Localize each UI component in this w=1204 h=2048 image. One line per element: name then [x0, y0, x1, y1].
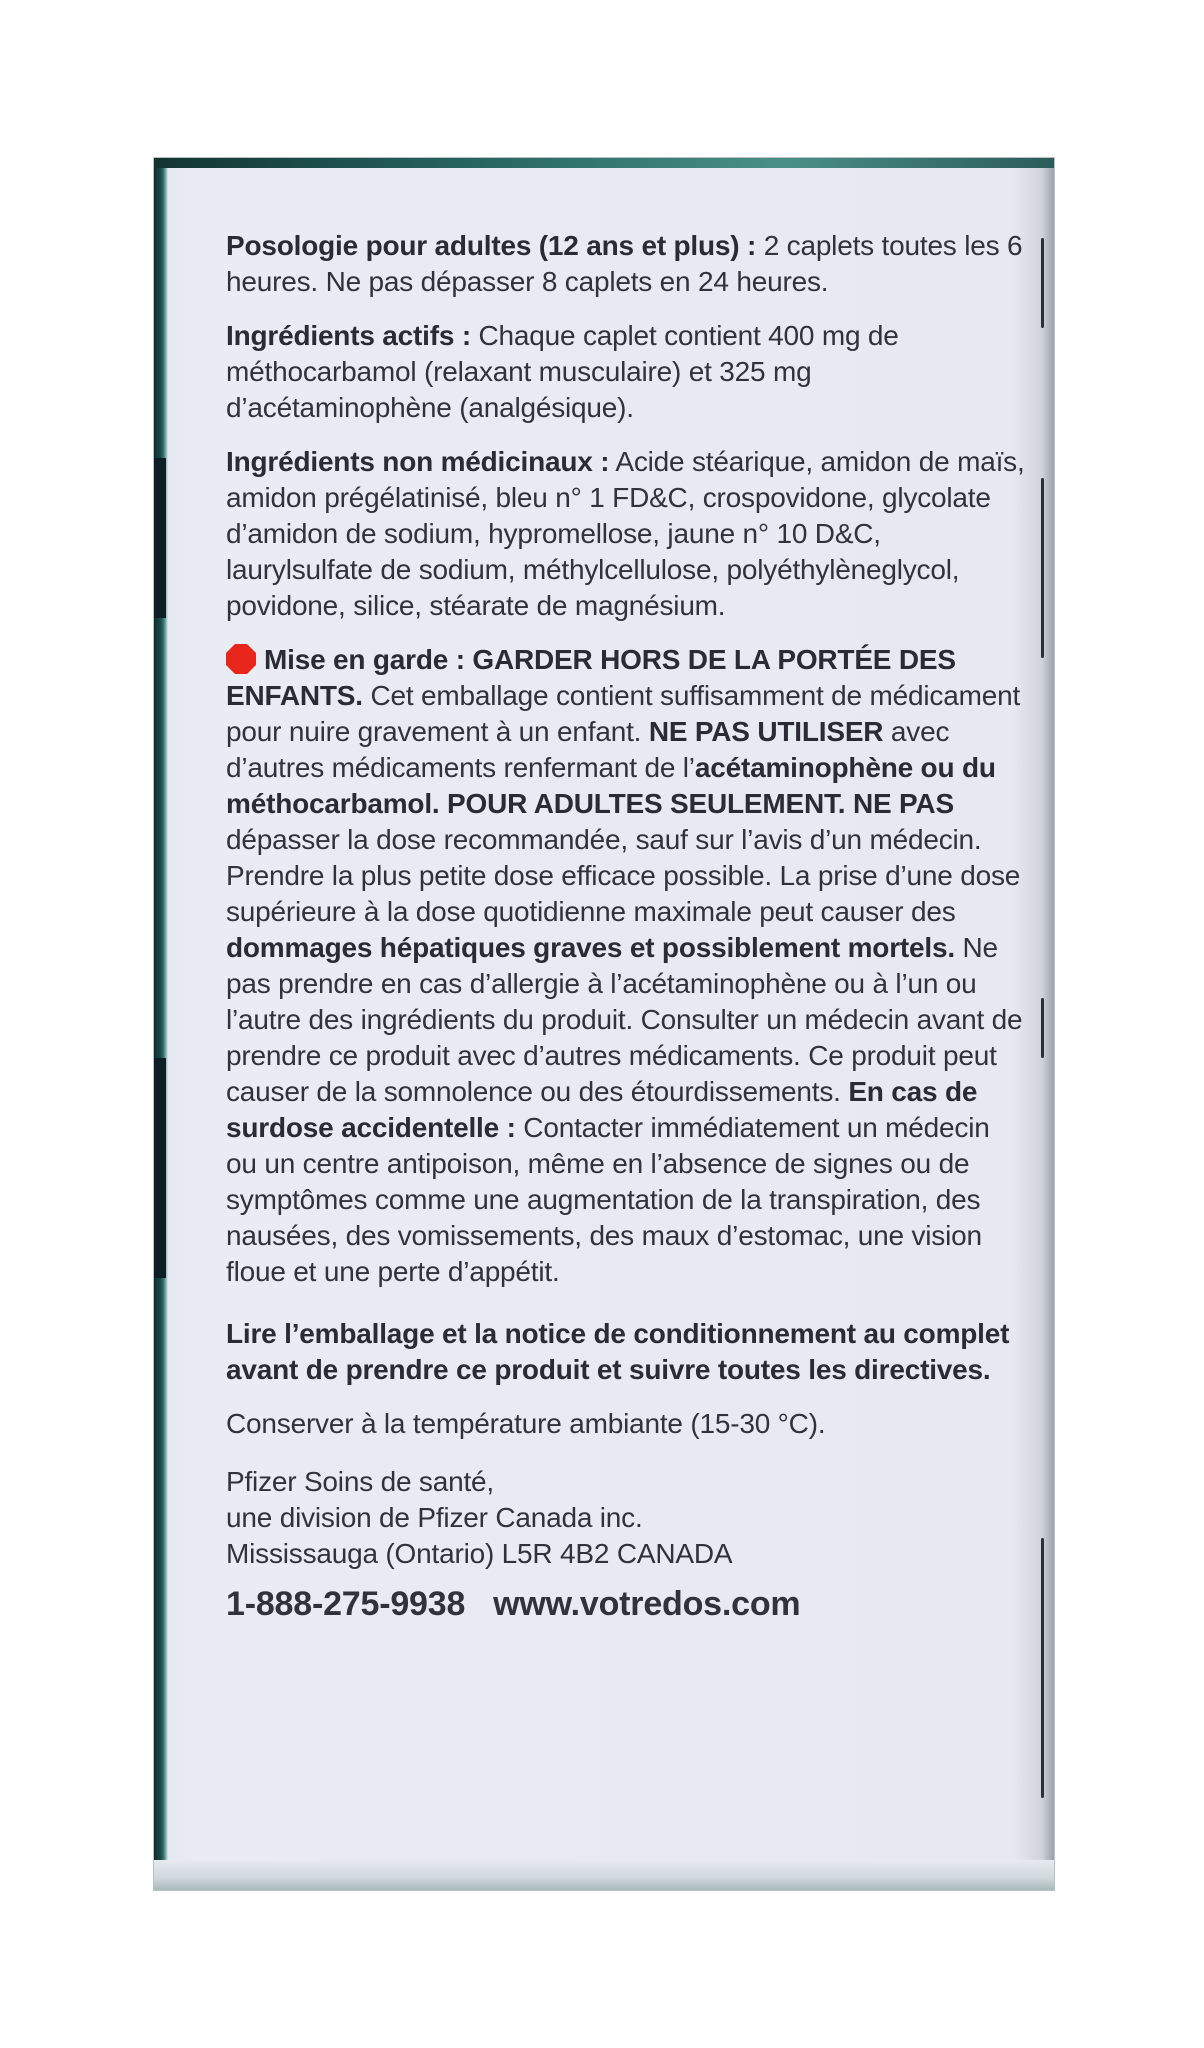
warning-text: avec d’autres médicaments renfermant de l’: [226, 716, 950, 783]
storage-text: Conserver à la température ambiante (15-30 °C).: [226, 1408, 826, 1439]
overdose-label: En cas de surdose accidentelle :: [226, 1076, 978, 1143]
active-ingredients-label: Ingrédients actifs :: [226, 320, 471, 351]
read-notice: [226, 1316, 1026, 1388]
overdose-text: Contacter immédiatement un médecin ou un centre antipoison, même en l’absence de signes ou de symptômes comme une augmentation de la transpiration, des nausées, des vomissements, des maux d’estomac, une vision floue et une perte d’appétit.: [226, 1112, 990, 1287]
box-left-shadow: [154, 1058, 166, 1278]
label-text-panel: [226, 228, 1026, 1622]
contact-line: [226, 1586, 1026, 1622]
company-line-1: Pfizer Soins de santé,: [226, 1466, 494, 1497]
box-right-seam: [1041, 238, 1044, 328]
non-medicinal-section: [226, 444, 1026, 624]
warning-text: Ne pas prendre en cas d’allergie à l’acétaminophène ou à l’un ou l’autre des ingrédients du produit. Consulter un médecin avant de prendre ce produit avec d’autres médicaments. Ce produit peut causer de la somnolence ou des étourdissements.: [226, 932, 1023, 1107]
warning-text: Cet emballage contient suffisamment de médicament pour nuire gravement à un enfant.: [226, 680, 1021, 747]
dosage-text: 2 caplets toutes les 6 heures. Ne pas dépasser 8 caplets en 24 heures.: [226, 230, 1023, 297]
read-notice-text: Lire l’emballage et la notice de conditionnement au complet avant de prendre ce produit et suivre toutes les directives.: [226, 1318, 1010, 1385]
website: www.votredos.com: [493, 1585, 801, 1623]
warning-bold: acétaminophène ou du méthocarbamol. POUR ADULTES SEULEMENT. NE PAS: [226, 752, 996, 819]
company-line-3: Mississauga (Ontario) L5R 4B2 CANADA: [226, 1538, 733, 1569]
box-right-seam: [1041, 1538, 1044, 1798]
active-ingredients-text: Chaque caplet contient 400 mg de méthocarbamol (relaxant musculaire) et 325 mg d’acétaminophène (analgésique).: [226, 320, 899, 423]
warning-section: [226, 642, 1026, 1290]
active-ingredients-section: [226, 318, 1026, 426]
warning-bold: dommages hépatiques graves et possiblement mortels.: [226, 932, 955, 963]
phone-number: 1-888-275-9938: [226, 1585, 466, 1623]
non-medicinal-label: Ingrédients non médicinaux :: [226, 446, 610, 477]
warning-text: dépasser la dose recommandée, sauf sur l’avis d’un médecin. Prendre la plus petite dose efficace possible. La prise d’une dose supérieure à la dose quotidienne maximale peut causer des: [226, 824, 1021, 927]
warning-bold: NE PAS UTILISER: [648, 716, 884, 747]
company-line-2: une division de Pfizer Canada inc.: [226, 1502, 643, 1533]
non-medicinal-text: Acide stéarique, amidon de maïs, amidon prégélatinisé, bleu n° 1 FD&C, crospovidone, glycolate d’amidon de sodium, hypromellose, jaune n° 10 D&C, laurylsulfate de sodium, méthylcellulose, polyéthylèneglycol, povidone, silice, stéarate de magnésium.: [226, 446, 1025, 621]
box-right-seam: [1041, 998, 1044, 1058]
dosage-section: [226, 228, 1026, 300]
warning-heading: Mise en garde : GARDER HORS DE LA PORTÉE DES ENFANTS.: [226, 644, 956, 711]
box-right-seam: [1041, 478, 1044, 658]
box-left-shadow: [154, 458, 166, 618]
medicine-box-side: [154, 158, 1054, 1890]
stop-sign-icon: [226, 644, 256, 674]
company-block: [226, 1464, 1026, 1572]
dosage-label: Posologie pour adultes (12 ans et plus) :: [226, 230, 757, 261]
box-bottom-edge: [154, 1860, 1054, 1890]
box-top-edge: [154, 158, 1054, 168]
